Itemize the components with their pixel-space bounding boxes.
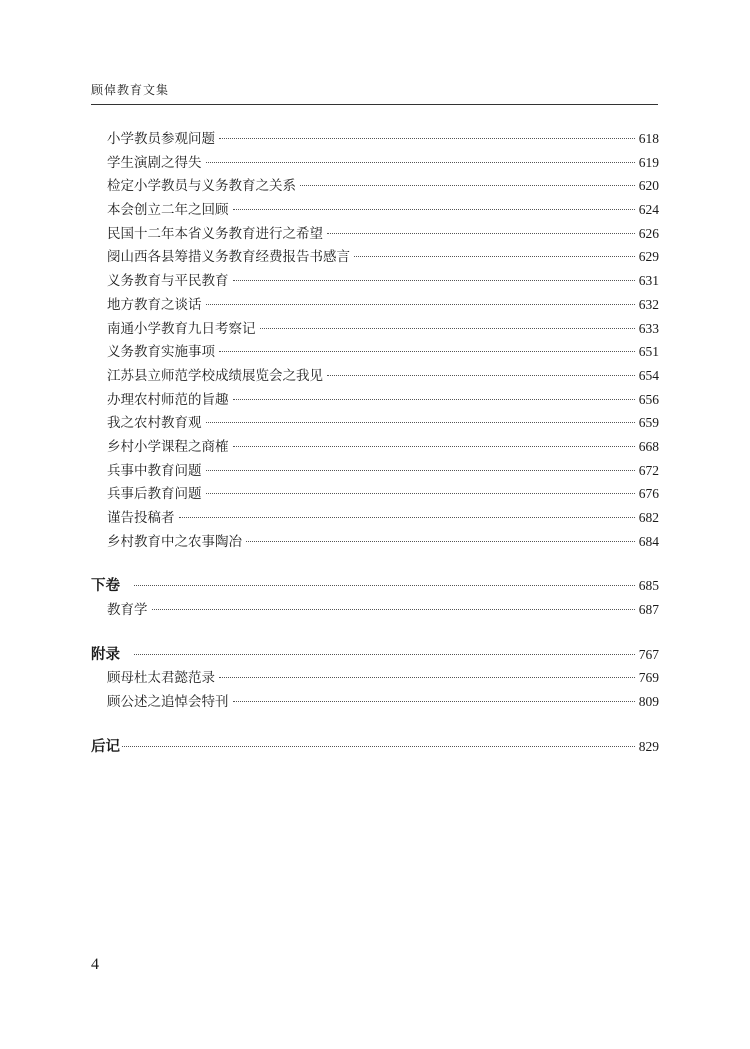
toc-entry-title: 办理农村师范的旨趣 [107, 391, 229, 408]
toc-entry-title: 阌山西各县筹措义务教育经费报告书感言 [107, 249, 350, 266]
toc-entry-page: 769 [638, 670, 659, 686]
dot-leader [122, 746, 635, 747]
toc-entry[interactable] [91, 459, 659, 483]
toc-entry-page: 687 [638, 602, 659, 618]
dot-leader [327, 375, 635, 376]
toc-section-title: 后记 [91, 737, 120, 755]
toc-section-appendix[interactable] [91, 643, 659, 667]
dot-leader [219, 351, 635, 352]
dot-leader [134, 654, 635, 655]
dot-leader [233, 209, 635, 210]
toc-entry-title: 地方教育之谈话 [107, 296, 202, 313]
toc-entry-page: 684 [638, 533, 659, 549]
toc-entry[interactable] [91, 388, 659, 412]
toc-entry-title: 南通小学教育九日考察记 [107, 320, 256, 337]
toc-entry[interactable] [91, 293, 659, 317]
toc-entry-title: 顾母杜太君懿范录 [107, 670, 215, 687]
toc-entry-title: 检定小学教员与义务教育之关系 [107, 178, 296, 195]
dot-leader [233, 280, 635, 281]
toc-entry-page: 624 [638, 202, 659, 218]
toc-entry[interactable] [91, 127, 659, 151]
toc-entry[interactable] [91, 666, 659, 690]
dot-leader [300, 185, 635, 186]
toc-entry-title: 兵事中教育问题 [107, 462, 202, 479]
toc-entry-page: 629 [638, 249, 659, 265]
dot-leader [354, 256, 635, 257]
toc-entry-title: 我之农村教育观 [107, 415, 202, 432]
toc-entry[interactable] [91, 174, 659, 198]
toc-entry-page: 626 [638, 225, 659, 241]
toc-entry-page: 659 [638, 415, 659, 431]
toc-entry-title: 乡村教育中之农事陶冶 [107, 533, 242, 550]
dot-leader [233, 701, 635, 702]
dot-leader [260, 328, 635, 329]
toc-entry-title: 教育学 [107, 602, 148, 619]
toc-entry-title: 兵事后教育问题 [107, 486, 202, 503]
dot-leader [233, 399, 635, 400]
toc-entry-page: 633 [638, 320, 659, 336]
dot-leader [219, 138, 635, 139]
page-number: 4 [91, 956, 99, 973]
toc-entry-page: 809 [638, 694, 659, 710]
dot-leader [219, 677, 635, 678]
dot-leader [206, 422, 635, 423]
toc-entry[interactable] [91, 364, 659, 388]
toc-entry-title: 本会创立二年之回顾 [107, 202, 229, 219]
toc-entry-page: 631 [638, 273, 659, 289]
dot-leader [134, 585, 635, 586]
toc-entry-page: 618 [638, 131, 659, 146]
toc-entry-title: 顾公述之追悼会特刊 [107, 694, 229, 711]
toc-entry-page: 619 [638, 154, 659, 170]
toc-entry[interactable] [91, 245, 659, 269]
toc-entry-page: 656 [638, 391, 659, 407]
toc-entry-page: 668 [638, 438, 659, 454]
toc-entry-page: 632 [638, 296, 659, 312]
dot-leader [206, 470, 635, 471]
toc-entry-title: 义务教育与平民教育 [107, 273, 229, 290]
toc-entry[interactable] [91, 198, 659, 222]
toc-entry[interactable] [91, 317, 659, 341]
book-title: 顾倬教育文集 [91, 83, 170, 97]
dot-leader [206, 304, 635, 305]
toc-section-page: 767 [638, 646, 659, 662]
toc-section-title: 附录 [91, 645, 120, 663]
toc-entry[interactable] [91, 222, 659, 246]
toc-entry[interactable] [91, 506, 659, 530]
toc-entry[interactable] [91, 598, 659, 622]
table-of-contents [91, 127, 659, 759]
toc-entry[interactable] [91, 151, 659, 175]
toc-entry-title: 小学教员参观问题 [107, 131, 215, 147]
toc-entry[interactable] [91, 690, 659, 714]
toc-entry-title: 学生演剧之得失 [107, 154, 202, 171]
toc-entry[interactable] [91, 411, 659, 435]
dot-leader [327, 233, 635, 234]
running-header [91, 80, 658, 105]
toc-entry-page: 676 [638, 486, 659, 502]
toc-section-title: 下卷 [91, 577, 120, 595]
dot-leader [233, 446, 635, 447]
toc-entry-page: 620 [638, 178, 659, 194]
toc-entry-page: 651 [638, 344, 659, 360]
toc-entry-page: 682 [638, 510, 659, 525]
toc-entry-title: 义务教育实施事项 [107, 344, 215, 361]
toc-entry-title: 民国十二年本省义务教育进行之希望 [107, 225, 323, 242]
dot-leader [206, 162, 635, 163]
dot-leader [206, 493, 635, 494]
toc-section-afterword[interactable] [91, 735, 659, 759]
toc-entry[interactable] [91, 435, 659, 459]
toc-entry-title: 谨告投稿者 [107, 510, 175, 526]
toc-section-page: 685 [638, 578, 659, 594]
toc-entry[interactable] [91, 530, 659, 554]
toc-section-page: 829 [638, 738, 659, 754]
toc-entry[interactable] [91, 482, 659, 506]
toc-entry[interactable] [91, 269, 659, 293]
toc-entry-page: 654 [638, 367, 659, 383]
toc-entry-title: 乡村小学课程之商榷 [107, 438, 229, 455]
toc-entry[interactable] [91, 340, 659, 364]
dot-leader [179, 517, 635, 518]
toc-entry-title: 江苏县立师范学校成绩展览会之我见 [107, 367, 323, 384]
dot-leader [246, 541, 635, 542]
toc-section-lower-volume[interactable] [91, 574, 659, 598]
toc-entry-page: 672 [638, 462, 659, 478]
dot-leader [152, 609, 635, 610]
